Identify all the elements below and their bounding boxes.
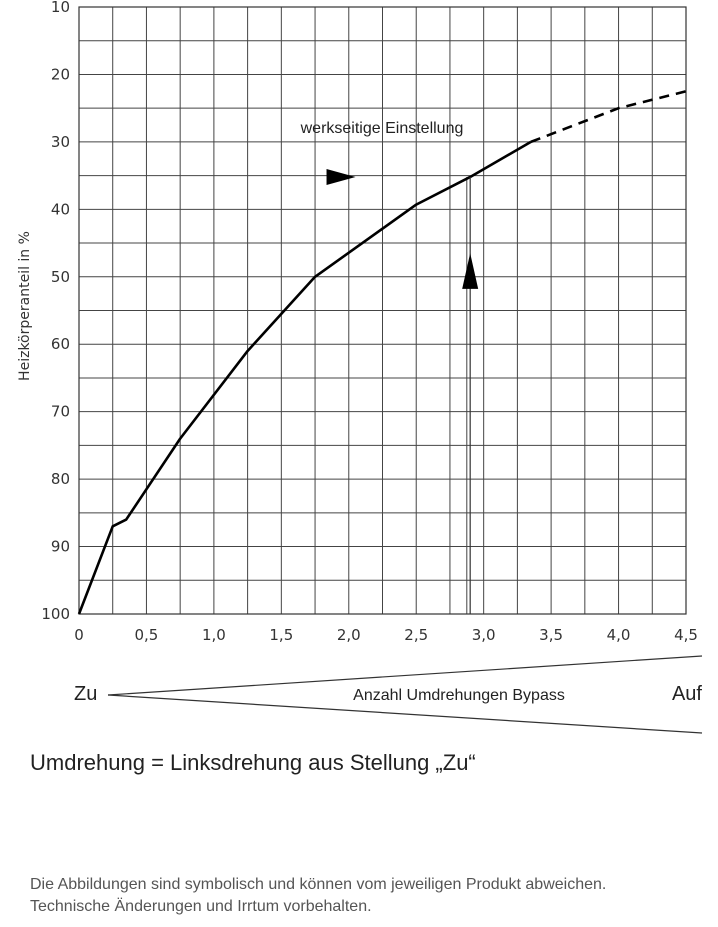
y-tick-label: 10 [50, 0, 70, 16]
y-tick-label: 100 [41, 605, 70, 623]
y-tick-labels [41, 0, 70, 623]
y-axis-label: Heizkörperanteil in % [17, 231, 33, 381]
y-tick-label: 60 [50, 335, 70, 354]
x-tick-label: 1,5 [269, 626, 294, 644]
y-tick-label: 80 [50, 470, 70, 489]
disclaimer [30, 874, 606, 918]
curve-dashed-extension [531, 91, 686, 142]
x-tick-label: 2,5 [404, 626, 429, 644]
x-tick-labels [74, 626, 698, 644]
x-tick-label: 4,0 [606, 626, 631, 644]
x-tick-label: 0,5 [134, 626, 159, 644]
x-tick-label: 0 [74, 626, 84, 644]
x-tick-label: 4,5 [674, 626, 698, 644]
y-tick-label: 70 [50, 402, 70, 421]
right-arrow-icon [327, 169, 356, 185]
open-label: Auf [671, 683, 702, 705]
x-axis-label: Anzahl Umdrehungen Bypass [353, 687, 565, 704]
x-tick-label: 3,0 [471, 626, 496, 644]
disclaimer-line-2: Technische Änderungen und Irrtum vorbehalten. [30, 898, 372, 915]
y-tick-label: 90 [50, 537, 70, 556]
factory-setting-label: werkseitige Einstellung [300, 120, 464, 137]
revolution-definition: Umdrehung = Linksdrehung aus Stellung „Zu“ [30, 750, 476, 775]
x-tick-label: 3,5 [539, 626, 564, 644]
x-tick-label: 2,0 [336, 626, 361, 644]
y-tick-label: 30 [50, 132, 70, 151]
up-arrow-icon [462, 253, 478, 289]
x-tick-label: 1,0 [201, 626, 226, 644]
closed-label: Zu [74, 683, 98, 705]
y-tick-label: 40 [50, 200, 70, 219]
y-tick-label: 50 [50, 267, 70, 286]
y-tick-label: 20 [50, 65, 70, 84]
disclaimer-line-1: Die Abbildungen sind symbolisch und können vom jeweiligen Produkt abweichen. [30, 876, 607, 893]
chart-grid [79, 7, 686, 614]
